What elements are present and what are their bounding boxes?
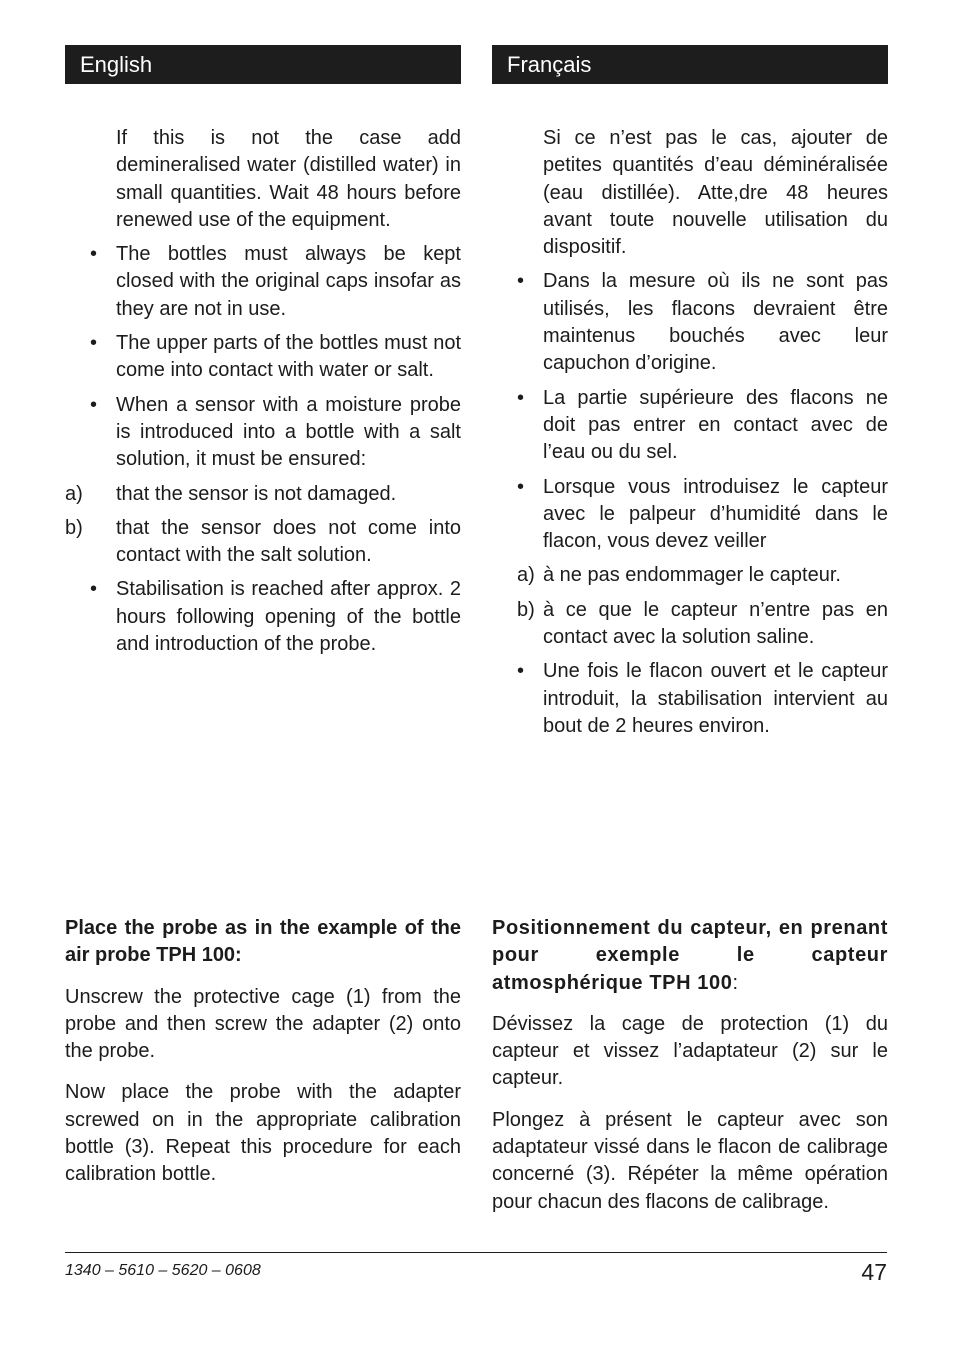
english-header-label: English [80,52,153,77]
document-code: 1340 – 5610 – 5620 – 0608 [65,1262,261,1279]
english-section-paragraph: Unscrew the protective cage (1) from the probe and then screw the adapter (2) onto the probe. [65,985,461,1063]
bullet-marker: • [517,386,525,409]
list-item-text: that the sensor is not damaged. [116,482,397,505]
english-continuation: If this is not the case add demineralised water (distilled water) in small quantities. Wait 48 hours before renewed use of the equipment. [116,127,461,231]
english-section-title: Place the probe as in the example of the air probe TPH 100: [65,917,461,967]
french-header-label: Français [507,52,592,77]
list-item-text: The bottles must always be kept closed with the original caps insofar as they are not in use. [116,243,461,320]
french-list-item [492,597,888,652]
list-item-text: that the sensor does not come into contact with the salt solution. [116,516,461,567]
french-section-title-text: Positionnement du capteur, en prenant pour exemple le capteur atmosphérique TPH 100 [492,917,888,994]
list-item-text: The upper parts of the bottles must not come into contact with water or salt. [116,332,461,382]
french-section-paragraph: Plongez à présent le capteur avec son adaptateur vissé dans le flacon de calibrage concerné (3). Répéter la même opération pour chacun des flacons de calibrage. [492,1108,888,1213]
list-item-text: Dans la mesure où ils ne sont pas utilisés, les flacons devraient être maintenus bouchés avec leur capuchon d’origine. [543,270,888,375]
list-item-text: Une fois le flacon ouvert et le capteur introduit, la stabilisation intervient au bout de 2 heures environ. [543,660,888,737]
bullet-marker: • [517,660,525,683]
footer-divider [65,1252,887,1253]
french-section-title-suffix: : [732,971,739,994]
french-list-item [492,658,888,740]
list-item-text: Lorsque vous introduisez le capteur avec le palpeur d’humidité dans le flacon, vous devez veiller [543,475,888,553]
french-column [492,125,888,740]
french-section [492,915,888,1216]
french-list-item [492,562,888,589]
bullet-marker: • [90,393,98,416]
english-list-item [65,481,461,508]
english-section-paragraph: Now place the probe with the adapter screwed on in the appropriate calibration bottle (3). Repeat this procedure for each calibration bottle. [65,1081,461,1186]
english-section [65,915,461,1189]
french-list-item [492,268,888,377]
english-list-item [65,241,461,323]
french-header [492,45,888,84]
page-number: 47 [861,1259,887,1285]
letter-marker: b) [517,598,535,621]
letter-marker: a) [517,564,535,587]
french-list-item [492,474,888,556]
french-section-paragraph: Dévissez la cage de protection (1) du capteur et vissez l’adaptateur (2) sur le capteur. [492,1012,888,1090]
english-list-item [65,576,461,658]
french-continuation: Si ce n’est pas le cas, ajouter de petites quantités d’eau déminéralisée (eau distillée). Atte,dre 48 heures avant toute nouvelle utilisation du dispositif. [543,127,888,259]
french-list-item [492,385,888,467]
english-list-item [65,515,461,570]
french-section-title [492,915,888,997]
bullet-marker: • [90,243,98,266]
letter-marker: a) [65,482,83,505]
list-item-text: Stabilisation is reached after approx. 2 hours following opening of the bottle and introduction of the probe. [116,578,461,656]
english-column [65,125,461,658]
bullet-marker: • [517,475,525,498]
list-item-text: La partie supérieure des flacons ne doit pas entrer en contact avec de l’eau ou du sel. [543,386,888,464]
list-item-text: When a sensor with a moisture probe is introduced into a bottle with a salt solution, it must be ensured: [116,393,461,471]
letter-marker: b) [65,516,83,539]
bullet-marker: • [90,578,98,601]
list-item-text: à ne pas endommager le capteur. [543,564,841,587]
english-list-item [65,330,461,385]
bullet-marker: • [90,332,98,355]
list-item-text: à ce que le capteur n’entre pas en contact avec la solution saline. [543,598,888,649]
english-header [65,45,461,84]
english-list-item [65,392,461,474]
bullet-marker: • [517,270,525,293]
